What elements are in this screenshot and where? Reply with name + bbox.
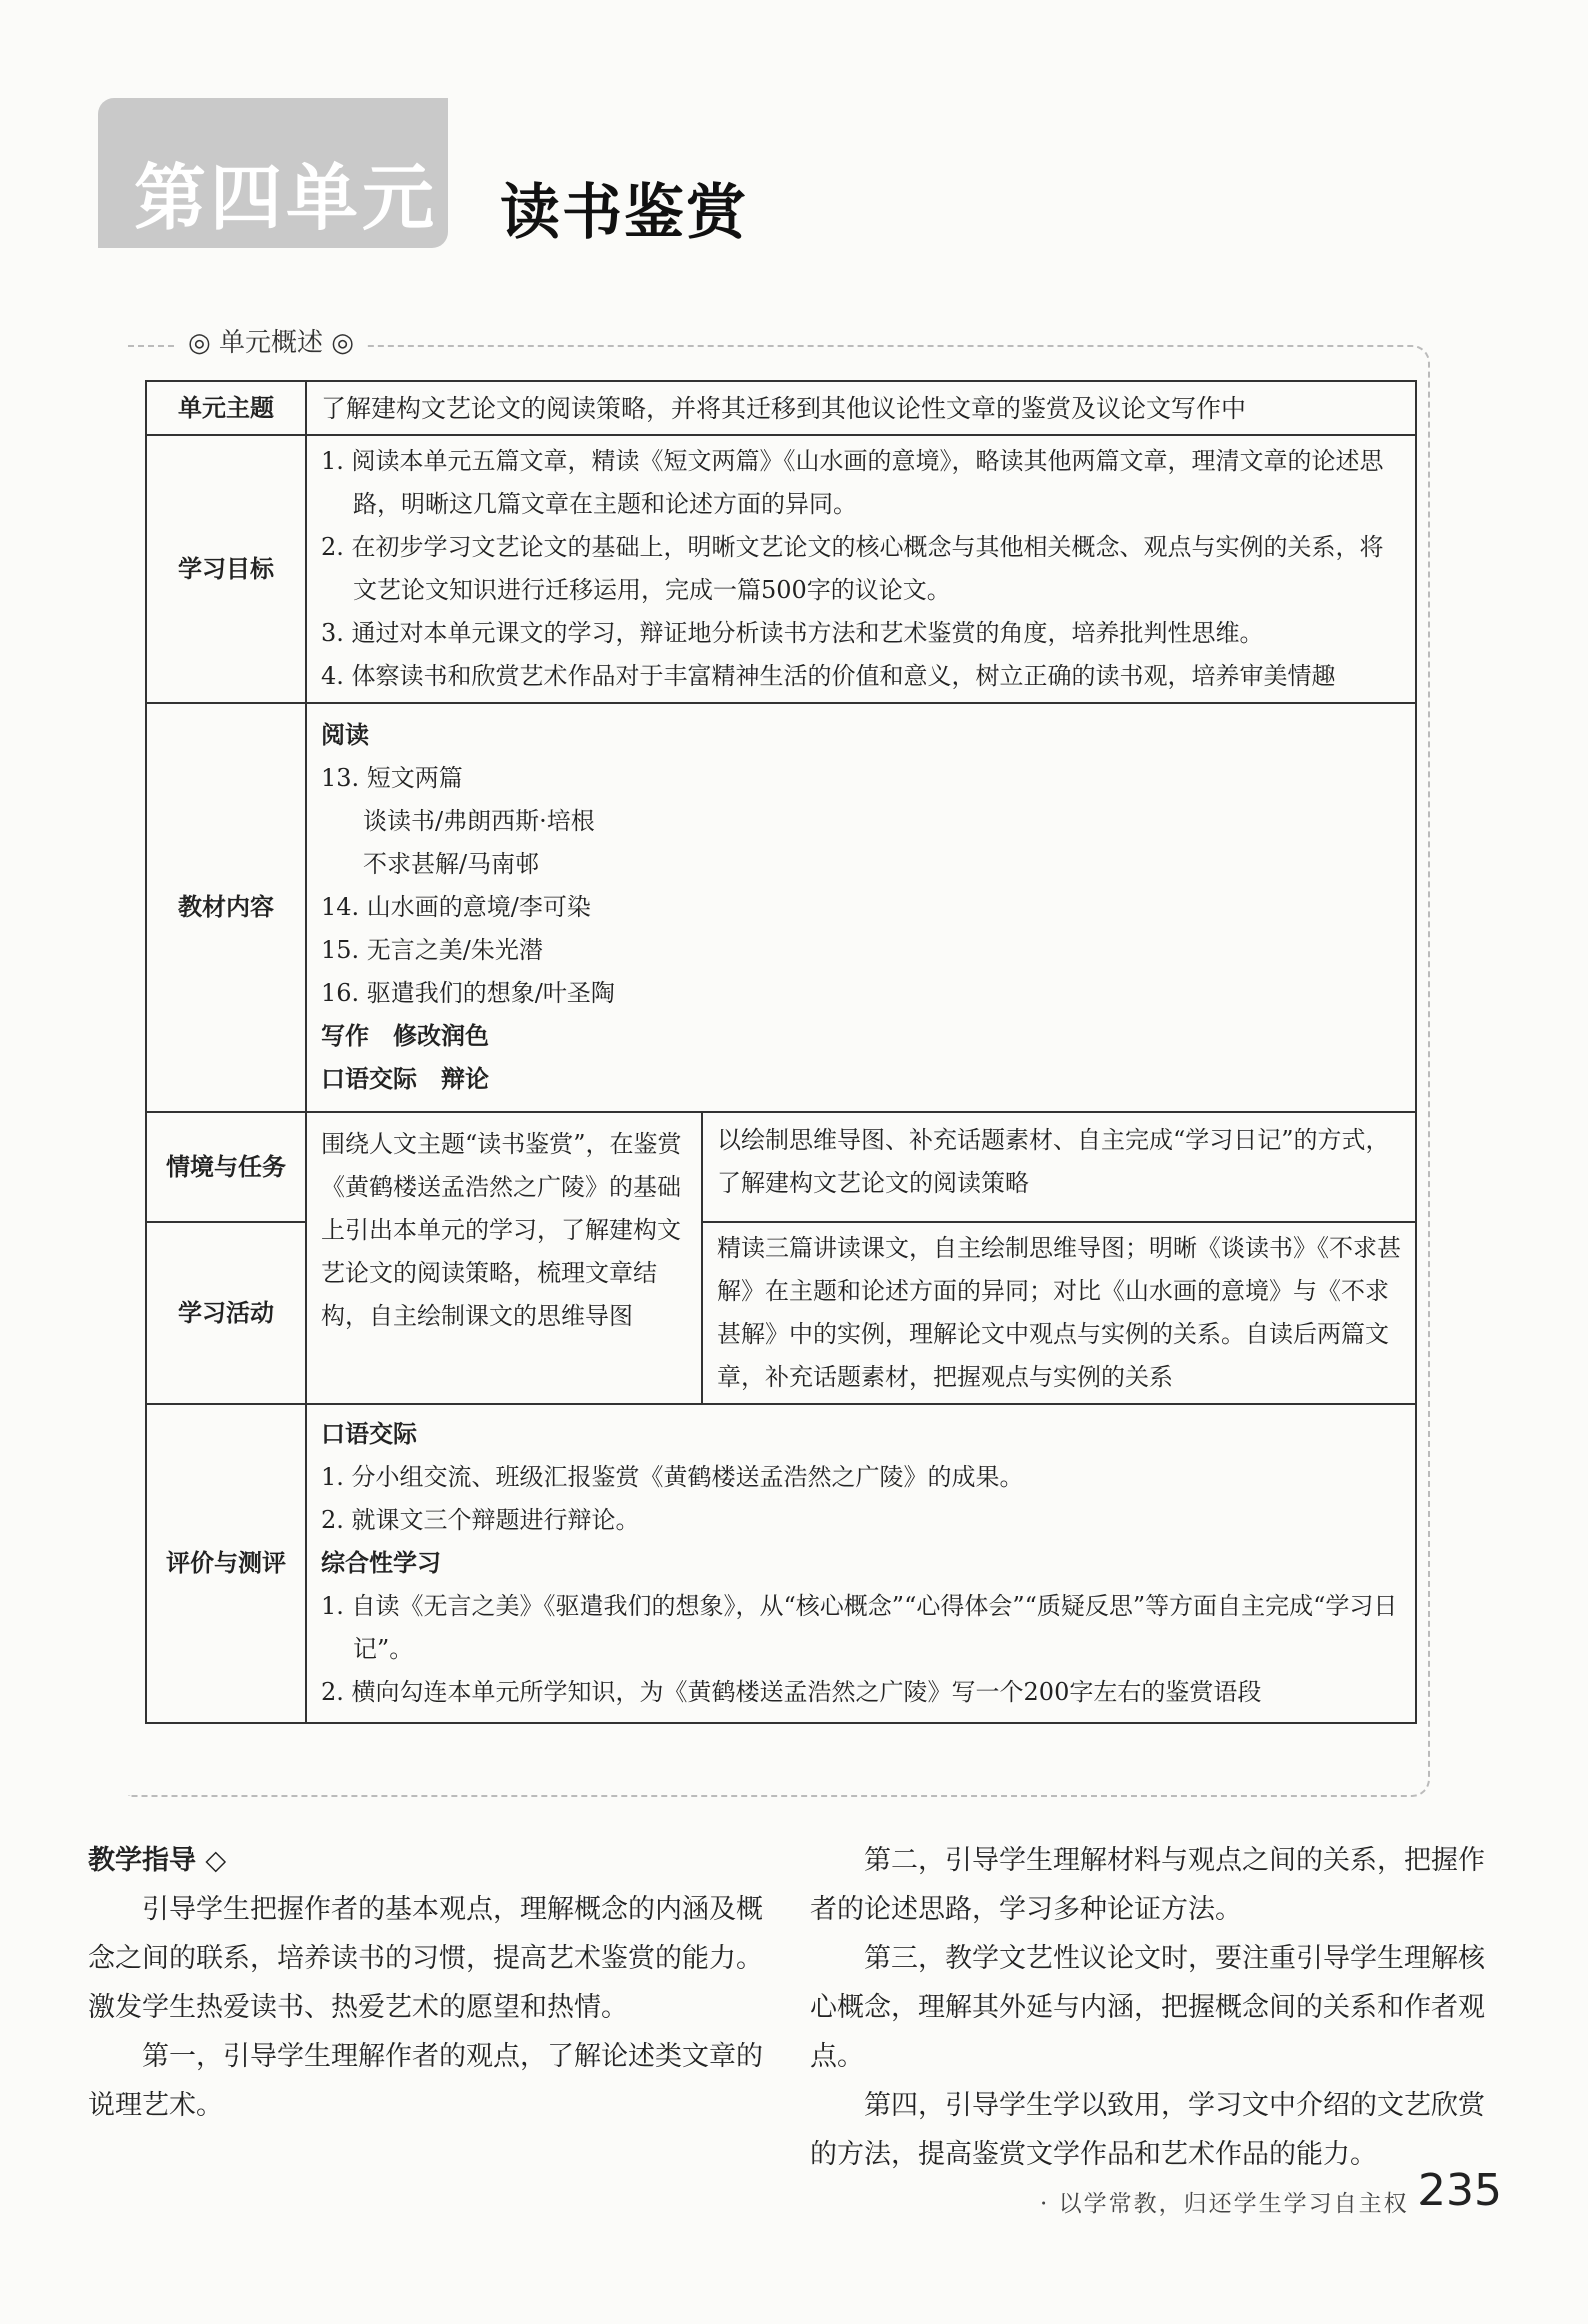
goal-item: 3. 通过对本单元课文的学习，辩证地分析读书方法和艺术鉴赏的角度，培养批判性思维。 <box>321 619 1264 647</box>
content-line: 阅读 <box>321 721 369 749</box>
content-line: 口语交际 辩论 <box>321 1065 489 1093</box>
goal-item: 4. 体察读书和欣赏艺术作品对于丰富精神生活的价值和意义，树立正确的读书观，培养审美情趣 <box>321 662 1336 690</box>
guide-left-column <box>88 1836 768 2130</box>
footer-motto: · 以学常教，归还学生学习自主权 · <box>1040 2191 1428 2217</box>
label-situation: 情境与任务 <box>146 1112 306 1222</box>
content-line: 写作 修改润色 <box>321 1022 489 1050</box>
unit-label: 第四单元 <box>134 156 439 240</box>
label-theme: 单元主题 <box>146 381 306 435</box>
row-situation <box>146 1112 1416 1222</box>
evaluation-cell <box>306 1404 1416 1723</box>
label-evaluation: 评价与测评 <box>146 1404 306 1723</box>
content-line: 谈读书/弗朗西斯·培根 <box>363 807 595 835</box>
evaluation-line: 综合性学习 <box>321 1549 441 1577</box>
overview-table <box>145 380 1417 1724</box>
row-goals <box>146 435 1416 703</box>
row-content <box>146 703 1416 1112</box>
label-content: 教材内容 <box>146 703 306 1112</box>
unit-title: 读书鉴赏 <box>500 178 748 248</box>
content-line: 16. 驱遣我们的想象/叶圣陶 <box>321 979 615 1007</box>
content-line: 15. 无言之美/朱光潜 <box>321 936 543 964</box>
situation-right: 以绘制思维导图、补充话题素材、自主完成“学习日记”的方式，了解建构文艺论文的阅读策略 <box>702 1112 1416 1222</box>
label-goals: 学习目标 <box>146 435 306 703</box>
activity-right: 精读三篇讲读课文，自主绘制思维导图；明晰《谈读书》《不求甚解》在主题和论述方面的异同；对比《山水画的意境》与《不求甚解》中的实例，理解论文中观点与实例的关系。自读后两篇文章，补充话题素材，把握观点与实例的关系 <box>702 1222 1416 1404</box>
guide-paragraph: 引导学生把握作者的基本观点，理解概念的内涵及概念之间的联系，培养读书的习惯，提高艺术鉴赏的能力。激发学生热爱读书、热爱艺术的愿望和热情。 <box>88 1894 763 2023</box>
theme-text: 了解建构文艺论文的阅读策略，并将其迁移到其他议论性文章的鉴赏及议论文写作中 <box>306 381 1416 435</box>
content-line: 13. 短文两篇 <box>321 764 463 792</box>
unit-badge <box>98 98 448 248</box>
row-theme <box>146 381 1416 435</box>
situation-left: 围绕人文主题“读书鉴赏”，在鉴赏《黄鹤楼送孟浩然之广陵》的基础上引出本单元的学习，了解建构文艺论文的阅读策略，梳理文章结构，自主绘制课文的思维导图 <box>306 1112 702 1404</box>
evaluation-line: 1. 自读《无言之美》《驱遣我们的想象》，从“核心概念”“心得体会”“质疑反思”等方面自主完成“学习日记”。 <box>321 1592 1398 1663</box>
guide-right-column <box>810 1836 1500 2179</box>
content-cell <box>306 703 1416 1112</box>
guide-paragraph: 第四，引导学生学以致用，学习文中介绍的文艺欣赏的方法，提高鉴赏文学作品和艺术作品的能力。 <box>810 2090 1485 2170</box>
evaluation-line: 2. 就课文三个辩题进行辩论。 <box>321 1506 640 1534</box>
guide-heading: 教学指导 ◇ <box>88 1845 227 1876</box>
goal-item: 2. 在初步学习文艺论文的基础上，明晰文艺论文的核心概念与其他相关概念、观点与实例的关系，将文艺论文知识进行迁移运用，完成一篇500字的议论文。 <box>321 533 1384 604</box>
goal-item: 1. 阅读本单元五篇文章，精读《短文两篇》《山水画的意境》，略读其他两篇文章，理清文章的论述思路，明晰这几篇文章在主题和论述方面的异同。 <box>321 447 1384 518</box>
content-line: 14. 山水画的意境/李可染 <box>321 893 591 921</box>
overview-tag: ◎ 单元概述 ◎ <box>176 322 366 359</box>
guide-paragraph: 第三，教学文艺性议论文时，要注重引导学生理解核心概念，理解其外延与内涵，把握概念间的关系和作者观点。 <box>810 1943 1485 2072</box>
goals-cell <box>306 435 1416 703</box>
guide-paragraph: 第二，引导学生理解材料与观点之间的关系，把握作者的论述思路，学习多种论证方法。 <box>810 1845 1485 1925</box>
evaluation-line: 1. 分小组交流、班级汇报鉴赏《黄鹤楼送孟浩然之广陵》的成果。 <box>321 1463 1024 1491</box>
row-evaluation <box>146 1404 1416 1723</box>
guide-paragraph: 第一，引导学生理解作者的观点，了解论述类文章的说理艺术。 <box>88 2041 763 2121</box>
evaluation-line: 2. 横向勾连本单元所学知识，为《黄鹤楼送孟浩然之广陵》写一个200字左右的鉴赏语段 <box>321 1678 1262 1706</box>
content-line: 不求甚解/马南邨 <box>363 850 540 878</box>
label-activity: 学习活动 <box>146 1222 306 1404</box>
page-number: 235 <box>1418 2165 1502 2216</box>
evaluation-line: 口语交际 <box>321 1420 417 1448</box>
